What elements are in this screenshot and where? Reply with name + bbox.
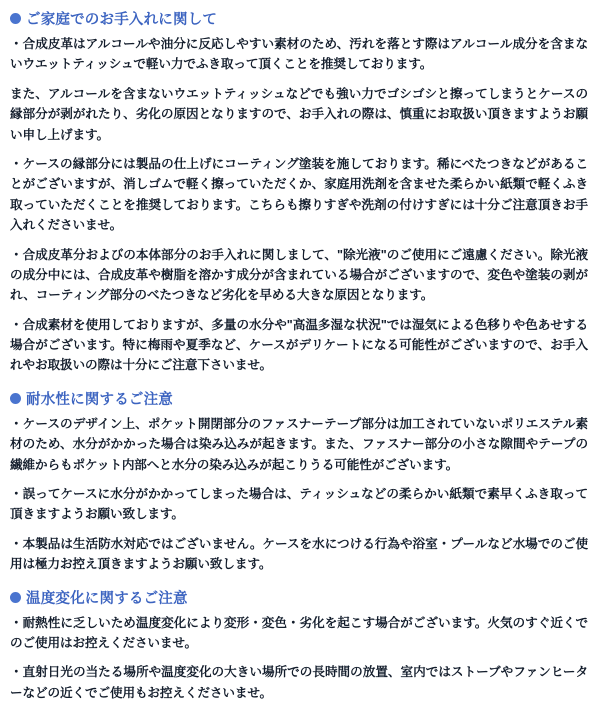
section-heading-water-resistance xyxy=(10,388,588,409)
paragraph: ・ケースの縁部分には製品の仕上げにコーティング塗装を施しております。稀にべたつきなどがあることがございますが、消しゴムで軽く擦っていただくか、家庭用洗剤を含ませた柔らかい紙類で軽くふき取っていただくことを推奨しております。こちらも擦りすぎや洗剤の付けすぎには十分ご注意頂きお手入れくださいませ。 xyxy=(10,156,588,233)
paragraph: ・合成皮革分およびの本体部分のお手入れに関しまして、"除光液"のご使用にご遠慮ください。除光液の成分中には、合成皮革や樹脂を溶かす成分が含まれている場合がございますので、変色や塗装の剥がれ、コーティング部分のべたつきなど劣化を早める大きな原因となります。 xyxy=(10,247,588,303)
paragraph: ・合成素材を使用しておりますが、多量の水分や"高温多湿な状況"では湿気による色移りや色あせする場合がございます。特に梅雨や夏季など、ケースがデリケートになる可能性がございますので、お手入れやお取扱いの際は十分にご注意下さいませ。 xyxy=(10,317,588,373)
section-heading-home-care xyxy=(10,8,588,29)
section-heading-temperature-change xyxy=(10,587,588,608)
section-heading-text: 耐水性に関するご注意 xyxy=(26,391,173,408)
blue-dot-icon xyxy=(10,393,21,404)
section-water-resistance xyxy=(10,388,588,575)
paragraph: ・耐熱性に乏しいため温度変化により変形・変色・劣化を起こす場合がございます。火気のすぐ近くでのご使用はお控えくださいませ。 xyxy=(10,615,588,650)
section-temperature-change xyxy=(10,587,588,703)
paragraph: ・ケースのデザイン上、ポケット開閉部分のファスナーテープ部分は加工されていないポリエステル素材のため、水分がかかった場合は染み込みが起きます。また、ファスナー部分の小さな隙間やテープの繊維からもポケット内部へと水分の染み込みが起こりうる可能性がございます。 xyxy=(10,416,588,472)
section-heading-text: 温度変化に関するご注意 xyxy=(26,590,188,607)
section-heading-text: ご家庭でのお手入れに関して xyxy=(26,12,218,28)
paragraph: ・合成皮革はアルコールや油分に反応しやすい素材のため、汚れを落とす際はアルコール成分を含まないウエットティッシュで軽い力でふき取って頂くことを推奨しております。 xyxy=(10,37,588,72)
paragraph: また、アルコールを含まないウエットティッシュなどでも強い力でゴシゴシと擦ってしまうとケースの縁部分が剥がれたり、劣化の原因となりますので、お手入れの際は、慎重にお取扱い頂きますようお願い申し上げます。 xyxy=(10,86,588,142)
blue-dot-icon xyxy=(10,13,21,24)
paragraph: ・本製品は生活防水対応ではございません。ケースを水につける行為や浴室・プールなど水場でのご使用は極力お控え頂きますようお願い致します。 xyxy=(10,536,588,572)
section-home-care xyxy=(10,8,588,376)
paragraph: ・直射日光の当たる場所や温度変化の大きい場所での長時間の放置、室内ではストーブやファンヒーターなどの近くでご使用もお控えくださいませ。 xyxy=(10,665,588,700)
paragraph: ・誤ってケースに水分がかかってしまった場合は、ティッシュなどの柔らかい紙類で素早くふき取って頂きますようお願い致します。 xyxy=(10,487,588,522)
blue-dot-icon xyxy=(10,592,21,603)
